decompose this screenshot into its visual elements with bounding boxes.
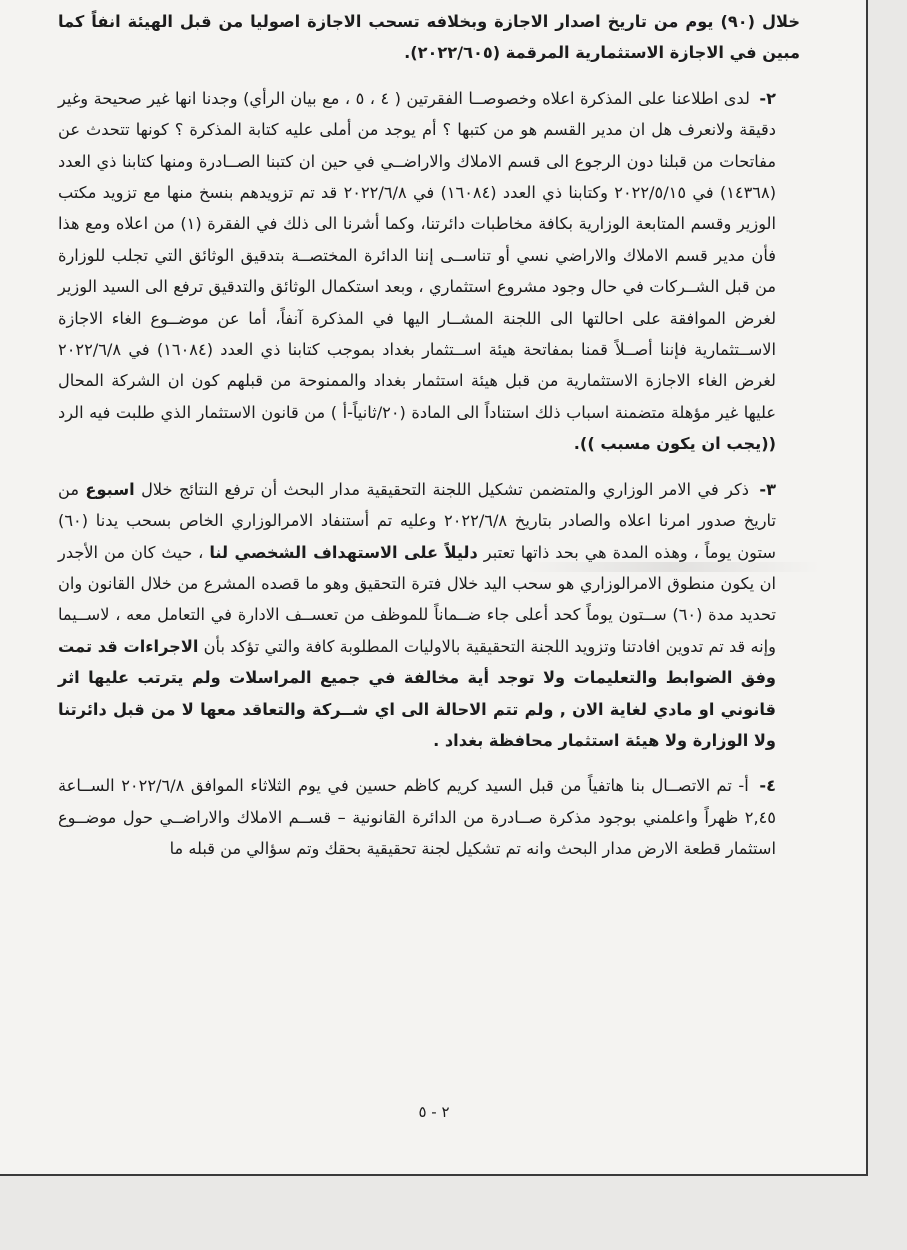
- item-3-bold-3: الاجراءات قد تمت وفق الضوابط والتعليمات ولا توجد أية مخالفة في جميع المراسلات ولم يترتب عليها اثر قانوني او مادي لغاية الان , ولم تتم الاحالة الى اي شــركة والتعاقد معها لا من قبل دائرتنا ولا الوزارة ولا هيئة استثمار محافظة بغداد .: [58, 636, 776, 750]
- intro-paragraph: [58, 6, 800, 69]
- item-3-number: ٣-: [759, 479, 776, 499]
- item-3-text-2: من تاريخ صدور امرنا اعلاه والصادر بتاريخ ٢٠٢٢/٦/٨ وعليه تم أستنفاد الامرالوزاري الخاص بسحب يدنا (٦٠) ستون يوماً ، وهذه المدة هي بحد ذاتها تعتبر: [58, 479, 776, 562]
- item-3-text-1: ذكر في الامر الوزاري والمتضمن تشكيل اللجنة التحقيقية مدار البحث أن ترفع النتائج خلال: [141, 479, 749, 499]
- item-2-text: لدى اطلاعنا على المذكرة اعلاه وخصوصــا الفقرتين ( ٤ ، ٥ ، مع بيان الرأي) وجدنا انها غير صحيحة وغير دقيقة ولانعرف هل ان مدير القسم هو من كتبها ؟ أم يوجد من أملى عليه كتابة المذكرة ؟ كونها تتحدث عن مفاتحات من قبلنا دون الرجوع الى قسم الاملاك والاراضــي في حين ان كتبنا الصــادرة ومنها كتابنا ذي العدد (١٤٣٦٨) في ٢٠٢٢/٥/١٥ وكتابنا ذي العدد (١٦٠٨٤) في ٢٠٢٢/٦/٨ قد تم تزويدهم بنسخ منها مع تزويد مكتب الوزير وقسم المتابعة الوزارية بكافة مخاطبات دائرتنا، وكما أشرنا الى ذلك في الفقرة (١) من اعلاه ومع هذا فأن مدير قسم الاملاك والاراضي نسي أو تناســى إننا الدائرة المختصــة بتدقيق الوثائق التي تجلب للوزارة من قبل الشــركات في حال وجود مشروع استثماري ، وبعد استكمال الوثائق والتدقيق ترفع الى السيد الوزير لغرض الموافقة على احالتها الى اللجنة المشــار اليها في المذكرة آنفاً، أما عن موضــوع الغاء الاجازة الاســتثمارية فإننا أصــلاً قمنا بمفاتحة هيئة اســتثمار بغداد بموجب كتابنا ذي العدد (١٦٠٨٤) في ٢٠٢٢/٦/٨ لغرض الغاء الاجازة الاستثمارية من قبل هيئة استثمار بغداد والممنوحة من قبلهم كون ان الشركة المحال عليها غير مؤهلة متضمنة اسباب ذلك استناداً الى المادة (٢٠/ثانياً-أ ) من قانون الاستثمار الذي طلبت فيه الرد: [58, 88, 777, 422]
- page-number: ٢ - ٥: [418, 1103, 450, 1121]
- item-3: [58, 474, 800, 757]
- item-2-bold-end: ((يجب ان يكون مسبب )).: [573, 434, 776, 454]
- item-3-bold-1: اسبوع: [85, 479, 135, 499]
- item-4-number: ٤-: [759, 776, 776, 796]
- item-4-text: أ- تم الاتصــال بنا هاتفياً من قبل السيد كريم كاظم حسين في يوم الثلاثاء الموافق ٢٠٢٢/٦/٨ الســاعة ٢,٤٥ ظهراً واعلمني بوجود مذكرة صــادرة من الدائرة القانونية – قســم الاملاك والاراضــي حول موضــوع استثمار قطعة الارض مدار البحث وانه تم تشكيل لجنة تحقيقية بحقك وتم سؤالي من قبله ما: [58, 776, 776, 859]
- item-4: [58, 770, 800, 864]
- document-body: [58, 6, 800, 865]
- item-2: [58, 83, 800, 460]
- item-2-number: ٢-: [759, 88, 776, 108]
- item-3-text-3: ، حيث كان من الأجدر ان يكون منطوق الامرالوزاري هو سحب اليد خلال فترة التحقيق وهو ما قصده المشرع من خلال القانون وان تحديد مدة (٦٠) ســتون يوماً كحد أعلى جاء ضــماناً للموظف من تعســف الادارة في التعامل معه ، لاســيما وإنه قد تم تدوين افادتنا وتزويد اللجنة التحقيقية بالاوليات المطلوبة كافة والتي تؤكد بأن: [58, 542, 776, 656]
- item-3-bold-2: دليلاً على الاستهداف الشخصي لنا: [209, 542, 478, 562]
- intro-text: خلال (٩٠) يوم من تاريخ اصدار الاجازة وبخلافه تسحب الاجازة اصوليا من قبل الهيئة انفاً كما مبين في الاجازة الاستثمارية المرقمة (٢٠٢٢/٦٠٥).: [58, 12, 801, 63]
